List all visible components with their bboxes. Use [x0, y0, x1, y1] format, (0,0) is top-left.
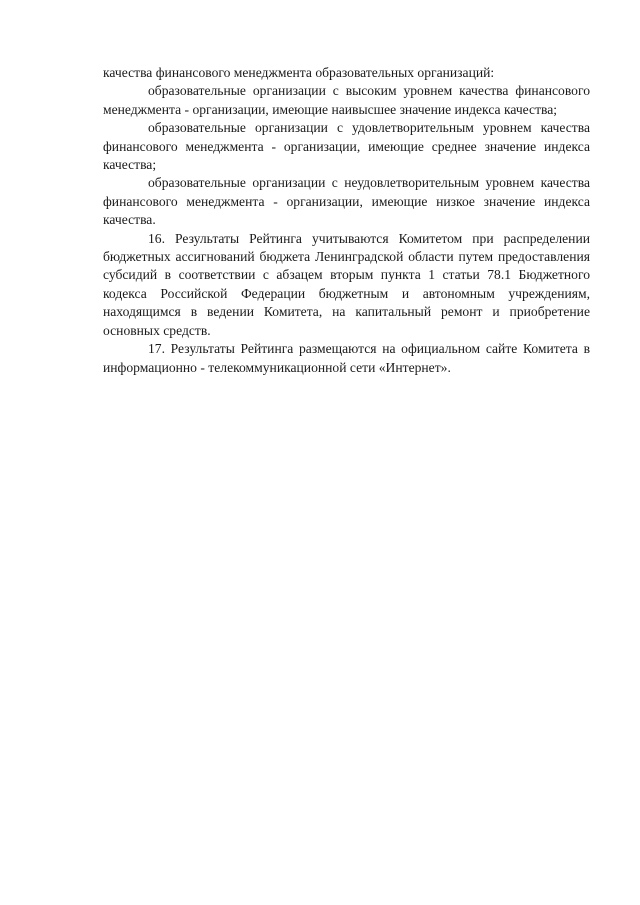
paragraph-intro: качества финансового менеджмента образовательных организаций: — [103, 65, 495, 80]
paragraph-unsatisfactory-quality: образовательные организации с неудовлетворительным уровнем качества финансового менеджмента - организации, имеющие низкое значение индекса качества. — [103, 175, 590, 228]
paragraph-high-quality: образовательные организации с высоким уровнем качества финансового менеджмента - организации, имеющие наивысшее значение индекса качества; — [103, 83, 590, 117]
paragraph-item-16: 16. Результаты Рейтинга учитываются Комитетом при распределении бюджетных ассигнований бюджета Ленинградской области путем предоставления субсидий в соответствии с абзацем вторым пункта 1 статьи 78.1 Бюджетного кодекса Российской Федерации бюджетным и автономным учреждениям, находящимся в ведении Комитета, на капитальный ремонт и приобретение основных средств. — [103, 230, 590, 338]
paragraph-item-17: 17. Результаты Рейтинга размещаются на официальном сайте Комитета в информационно - телекоммуникационной сети «Интернет». — [103, 341, 590, 375]
paragraph-satisfactory-quality: образовательные организации с удовлетворительным уровнем качества финансового менеджмента - организации, имеющие среднее значение индекса качества; — [103, 120, 590, 173]
document-body — [103, 64, 590, 377]
